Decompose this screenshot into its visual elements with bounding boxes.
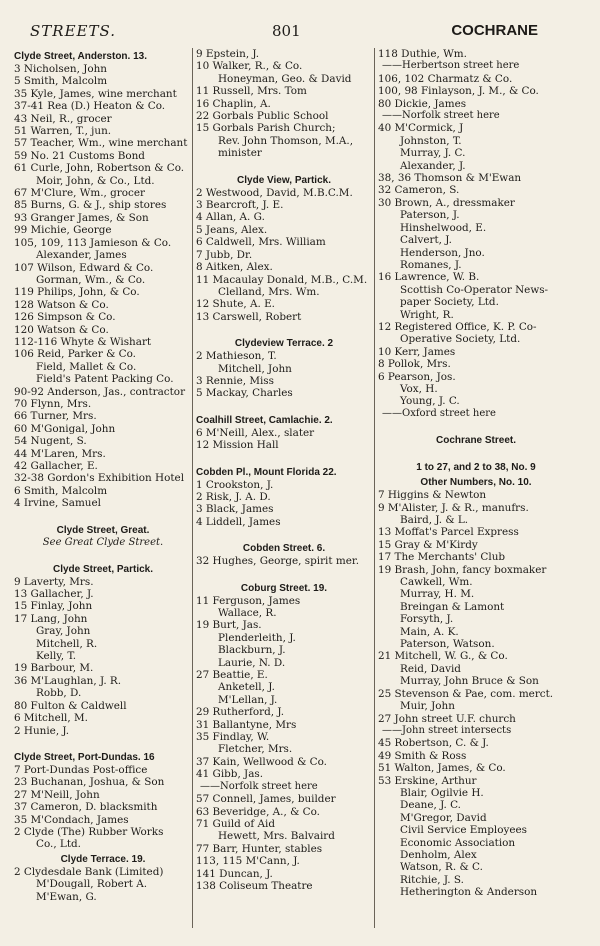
entry-line: 35 Kyle, James, wine merchant <box>14 87 177 100</box>
intersection-note: ——Norfolk street here <box>382 110 500 122</box>
column-2 <box>196 48 372 928</box>
entry-line: 37 Cameron, D. blacksmith <box>14 801 158 814</box>
entry-continuation: Denholm, Alex <box>400 848 477 861</box>
entry-line: 8 Aitken, Alex. <box>196 261 273 274</box>
entry-continuation: Co., Ltd. <box>36 838 81 851</box>
entry-line: 35 Findlay, W. <box>196 731 270 744</box>
entry-continuation: Anketell, J. <box>218 681 275 694</box>
entry-line: 7 Jubb, Dr. <box>196 248 253 261</box>
entry-continuation: Moir, John, & Co., Ltd. <box>36 174 155 187</box>
entry-line: 80 Fulton & Caldwell <box>14 699 127 712</box>
entry-line: 41 Gibb, Jas. <box>196 768 264 781</box>
entry-line: 16 Lawrence, W. B. <box>378 271 480 284</box>
entry-line: 12 Registered Office, K. P. Co- <box>378 320 537 333</box>
entry-continuation: Laurie, N. D. <box>218 656 286 669</box>
entry-line: 3 Rennie, Miss <box>196 374 274 387</box>
entry-line: 63 Beveridge, A., & Co. <box>196 805 320 818</box>
entry-line: 57 Connell, James, builder <box>196 793 336 806</box>
entry-line: 11 Macaulay Donald, M.B., C.M. <box>196 273 368 286</box>
entry-line: 120 Watson & Co. <box>14 323 109 336</box>
entry-line: 71 Guild of Aid <box>196 817 276 830</box>
spacer <box>196 568 372 580</box>
entry-continuation: Paterson, Watson. <box>400 638 495 651</box>
entry-continuation: Young, J. C. <box>400 395 460 408</box>
entry-continuation: Kelly, T. <box>36 650 77 663</box>
page-header <box>0 0 600 46</box>
entry-line: 19 Brash, John, fancy boxmaker <box>378 563 547 576</box>
entry-continuation: Henderson, Jno. <box>400 246 485 259</box>
entry-line: 10 Kerr, James <box>378 345 456 358</box>
entry-line: 27 John street U.F. church <box>378 712 516 725</box>
entry-line: 45 Robertson, C. & J. <box>378 737 489 750</box>
entry-continuation: Wallace, R. <box>218 607 277 619</box>
entry-line: 6 Caldwell, Mrs. William <box>196 236 326 249</box>
entry-line: 66 Turner, Mrs. <box>14 410 97 423</box>
spacer <box>196 528 372 540</box>
street-heading: Cobden Pl., Mount Florida 22. <box>196 466 337 478</box>
entry-line: 112-116 Whyte & Wishart <box>14 335 152 348</box>
running-title: STREETS. <box>30 22 116 40</box>
entry-line: 9 Laverty, Mrs. <box>14 575 94 588</box>
entry-line: 2 Clydesdale Bank (Limited) <box>14 865 164 878</box>
entry-continuation: Main, A. K. <box>400 625 459 638</box>
spacer <box>196 452 372 464</box>
entry-continuation: Field's Patent Packing Co. <box>36 373 174 386</box>
entry-line: 106, 102 Charmatz & Co. <box>378 72 513 85</box>
entry-line: 61 Curle, John, Robertson & Co. <box>14 162 185 175</box>
entry-line: 9 M'Alister, J. & R., manufrs. <box>378 501 529 514</box>
entry-continuation: Hetherington & Anderson <box>400 886 538 899</box>
entry-continuation: Blackburn, J. <box>218 644 286 657</box>
section-title: COCHRANE <box>451 22 538 39</box>
directory-columns <box>0 48 600 928</box>
entry-line: 5 Mackay, Charles <box>196 387 293 400</box>
entry-continuation: Johnston, T. <box>400 134 462 147</box>
entry-line: 15 Finlay, John <box>14 600 93 613</box>
street-heading: Clydeview Terrace. 2 <box>234 338 334 350</box>
entry-line: 105, 109, 113 Jamieson & Co. <box>14 236 172 249</box>
entry-line: 10 Walker, R., & Co. <box>196 60 303 73</box>
entry-line: 93 Granger James, & Son <box>14 211 149 224</box>
entry-continuation: Mitchell, John <box>218 362 292 375</box>
entry-continuation: Hinshelwood, E. <box>400 221 487 234</box>
entry-line: 5 Smith, Malcolm <box>14 75 108 88</box>
spacer <box>378 447 574 459</box>
entry-line: 126 Simpson & Co. <box>14 311 116 324</box>
entry-continuation: minister <box>218 147 262 160</box>
entry-continuation: M'Gregor, David <box>400 811 487 824</box>
entry-line: 2 Westwood, David, M.B.C.M. <box>196 186 353 199</box>
entry-continuation: Fletcher, Mrs. <box>218 743 293 756</box>
entry-continuation: M'Ewan, G. <box>36 890 97 903</box>
entry-line: 60 M'Gonigal, John <box>14 422 116 435</box>
entry-line: 9 Epstein, J. <box>196 48 260 60</box>
entry-line: 4 Liddell, James <box>196 515 281 528</box>
entry-continuation: Clelland, Mrs. Wm. <box>218 285 320 298</box>
entry-continuation: Murray, H. M. <box>400 588 475 601</box>
entry-continuation: Baird, J. & L. <box>400 514 469 526</box>
entry-continuation: Alexander, J. <box>400 159 466 172</box>
entry-line: 51 Warren, T., jun. <box>14 125 112 138</box>
entry-line: 80 Dickie, James <box>378 97 467 110</box>
spacer <box>196 323 372 335</box>
entry-line: 8 Pollok, Mrs. <box>378 358 451 371</box>
entry-line: 100, 98 Finlayson, J. M., & Co. <box>378 85 539 98</box>
entry-line: 3 Nicholsen, John <box>14 63 108 75</box>
entry-line: 19 Burt, Jas. <box>196 619 262 632</box>
entry-line: 38, 36 Thomson & M'Ewan <box>378 172 522 185</box>
entry-line: 6 Pearson, Jos. <box>378 370 456 383</box>
entry-continuation: Civil Service Employees <box>400 824 527 837</box>
entry-line: 3 Bearcroft, J. E. <box>196 199 284 212</box>
entry-line: 2 Clyde (The) Rubber Works <box>14 825 164 838</box>
entry-continuation: Mitchell, R. <box>36 637 98 650</box>
entry-line: 4 Allan, A. G. <box>196 211 265 224</box>
entry-continuation: Operative Society, Ltd. <box>400 333 521 346</box>
entry-continuation: Vox, H. <box>400 382 438 395</box>
entry-line: 99 Michie, George <box>14 224 112 237</box>
entry-continuation: Romanes, J. <box>400 258 462 271</box>
entry-line: 32 Cameron, S. <box>378 184 460 197</box>
street-heading: Other Numbers, No. 10. <box>420 477 532 489</box>
entry-line: 17 Lang, John <box>14 612 88 625</box>
entry-continuation: Honeyman, Geo. & David <box>218 72 352 85</box>
entry-line: 12 Shute, A. E. <box>196 298 275 311</box>
street-heading: Cochrane Street. <box>435 435 517 447</box>
entry-line: 2 Hunie, J. <box>14 724 70 737</box>
entry-line: 40 M'Cormick, J <box>378 122 464 135</box>
page-number: 801 <box>272 22 301 40</box>
cross-reference: See Great Clyde Street. <box>42 536 164 548</box>
entry-line: 138 Coliseum Theatre <box>196 879 313 892</box>
entry-continuation: Cawkell, Wm. <box>400 576 473 589</box>
street-heading: Clyde Street, Great. <box>56 524 150 536</box>
entry-line: 6 M'Neill, Alex., slater <box>196 426 315 439</box>
entry-line: 51 Walton, James, & Co. <box>378 762 506 775</box>
entry-continuation: Reid, David <box>400 662 461 675</box>
entry-line: 4 Irvine, Samuel <box>14 497 101 510</box>
entry-continuation: Hewett, Mrs. Balvaird <box>218 830 335 843</box>
entry-line: 25 Stevenson & Pae, com. merct. <box>378 687 554 700</box>
entry-continuation: Calvert, J. <box>400 234 452 247</box>
entry-line: 35 M'Condach, James <box>14 813 129 826</box>
street-heading: Clyde Street, Port-Dundas. 16 <box>14 751 155 763</box>
entry-continuation: Economic Association <box>400 836 516 849</box>
entry-line: 3 Black, James <box>196 503 274 516</box>
entry-line: 141 Duncan, J. <box>196 867 273 880</box>
entry-line: 113, 115 M'Cann, J. <box>196 855 300 868</box>
entry-continuation: Robb, D. <box>36 687 82 700</box>
entry-line: 85 Burns, G. & J., ship stores <box>14 199 167 212</box>
entry-line: 30 Brown, A., dressmaker <box>378 196 515 209</box>
spacer <box>196 160 372 172</box>
entry-line: 43 Neil, R., grocer <box>14 112 112 125</box>
street-heading: Clyde View, Partick. <box>237 174 331 186</box>
entry-line: 23 Buchanan, Joshua, & Son <box>14 776 165 789</box>
entry-continuation: Paterson, J. <box>400 209 460 222</box>
entry-line: 15 Gray & M'Kirdy <box>378 538 478 551</box>
street-heading: 1 to 27, and 2 to 38, No. 9 <box>416 462 536 474</box>
street-heading: Cobden Street. 6. <box>242 543 326 555</box>
entry-line: 57 Teacher, Wm., wine merchant <box>14 137 188 150</box>
entry-line: 53 Erskine, Arthur <box>378 774 477 787</box>
entry-line: 107 Wilson, Edward & Co. <box>14 261 154 274</box>
entry-line: 1 Crookston, J. <box>196 478 274 491</box>
entry-line: 19 Barbour, M. <box>14 662 94 675</box>
entry-continuation: Watson, R. & C. <box>400 861 483 874</box>
entry-continuation: Rev. John Thomson, M.A., <box>218 134 353 147</box>
entry-line: 17 The Merchants' Club <box>378 551 506 564</box>
entry-line: 37 Kain, Wellwood & Co. <box>196 755 327 768</box>
entry-line: 90-92 Anderson, Jas., contractor <box>14 385 186 398</box>
entry-continuation: Scottish Co-Operator News- <box>400 283 549 296</box>
entry-line: 70 Flynn, Mrs. <box>14 397 92 410</box>
entry-line: 59 No. 21 Customs Bond <box>14 149 145 162</box>
entry-line: 6 Mitchell, M. <box>14 712 88 725</box>
entry-continuation: Muir, John <box>400 700 455 713</box>
entry-continuation: M'Lellan, J. <box>218 693 278 706</box>
entry-line: 27 Beattie, E. <box>196 669 268 682</box>
spacer <box>14 510 192 522</box>
intersection-note: ——Herbertson street here <box>382 60 520 72</box>
entry-line: 32 Hughes, George, spirit mer. <box>196 555 359 568</box>
entry-line: 42 Gallacher, E. <box>14 460 98 472</box>
entry-line: 44 M'Laren, Mrs. <box>14 447 106 460</box>
entry-line: 16 Chaplin, A. <box>196 97 271 110</box>
street-heading: Coalhill Street, Camlachie. 2. <box>196 414 333 426</box>
entry-line: 27 M'Neill, John <box>14 788 100 801</box>
entry-line: 37-41 Rea (D.) Heaton & Co. <box>14 100 166 113</box>
entry-line: 128 Watson & Co. <box>14 298 109 311</box>
intersection-note: ——Norfolk street here <box>200 780 318 792</box>
spacer <box>14 549 192 561</box>
entry-line: 13 Gallacher, J. <box>14 588 94 601</box>
column-1 <box>14 48 192 928</box>
entry-line: 31 Ballantyne, Mrs <box>196 718 297 731</box>
entry-line: 11 Russell, Mrs. Tom <box>196 85 307 98</box>
entry-continuation: Murray, John Bruce & Son <box>400 675 539 688</box>
entry-line: 2 Risk, J. A. D. <box>196 490 271 503</box>
entry-line: 5 Jeans, Alex. <box>196 223 268 236</box>
entry-line: 119 Philips, John, & Co. <box>14 286 140 299</box>
entry-line: 77 Barr, Hunter, stables <box>196 842 323 855</box>
entry-continuation: Breingan & Lamont <box>400 600 505 613</box>
entry-line: 13 Moffat's Parcel Express <box>378 526 519 539</box>
street-heading: Clyde Street, Anderston. 13. <box>14 51 147 62</box>
intersection-note: ——John street intersects <box>382 724 512 736</box>
entry-line: 22 Gorbals Public School <box>196 110 329 123</box>
entry-continuation: Alexander, James <box>36 249 127 262</box>
entry-continuation: Field, Mallet & Co. <box>36 360 137 373</box>
entry-continuation: Gorman, Wm., & Co. <box>36 273 146 286</box>
entry-line: 36 M'Laughlan, J. R. <box>14 674 122 687</box>
street-heading: Clyde Terrace. 19. <box>60 853 146 865</box>
entry-line: 6 Smith, Malcolm <box>14 484 108 497</box>
entry-continuation: Plenderleith, J. <box>218 631 296 644</box>
entry-continuation: M'Dougall, Robert A. <box>36 878 148 891</box>
entry-line: 32-38 Gordon's Exhibition Hotel <box>14 472 185 485</box>
entry-line: 15 Gorbals Parish Church; <box>196 122 336 135</box>
entry-line: 29 Rutherford, J. <box>196 706 285 719</box>
entry-line: 21 Mitchell, W. G., & Co. <box>378 650 508 663</box>
entry-continuation: Forsyth, J. <box>400 613 454 626</box>
entry-line: 118 Duthie, Wm. <box>378 48 467 60</box>
street-heading: Clyde Street, Partick. <box>52 563 154 575</box>
entry-continuation: Gray, John <box>36 625 91 638</box>
spacer <box>196 400 372 412</box>
entry-continuation: Ritchie, J. S. <box>400 873 464 886</box>
spacer <box>378 420 574 432</box>
spacer <box>14 737 192 749</box>
entry-continuation: Wright, R. <box>400 308 454 321</box>
entry-line: 7 Port-Dundas Post-office <box>14 763 148 776</box>
entry-line: 13 Carswell, Robert <box>196 310 302 323</box>
entry-continuation: paper Society, Ltd. <box>400 296 499 309</box>
entry-continuation: Murray, J. C. <box>400 147 466 160</box>
intersection-note: ——Oxford street here <box>382 407 496 419</box>
entry-line: 49 Smith & Ross <box>378 749 467 762</box>
entry-line: 12 Mission Hall <box>196 439 279 452</box>
column-3 <box>378 48 574 928</box>
entry-continuation: Blair, Ogilvie H. <box>400 786 484 799</box>
entry-line: 54 Nugent, S. <box>14 435 87 448</box>
entry-line: 106 Reid, Parker & Co. <box>14 348 136 361</box>
entry-line: 67 M'Clure, Wm., grocer <box>14 187 145 200</box>
entry-continuation: Deane, J. C. <box>400 799 461 812</box>
entry-line: 7 Higgins & Newton <box>378 489 487 502</box>
entry-line: 2 Mathieson, T. <box>196 350 277 363</box>
street-heading: Coburg Street. 19. <box>240 582 328 594</box>
entry-line: 11 Ferguson, James <box>196 594 301 607</box>
